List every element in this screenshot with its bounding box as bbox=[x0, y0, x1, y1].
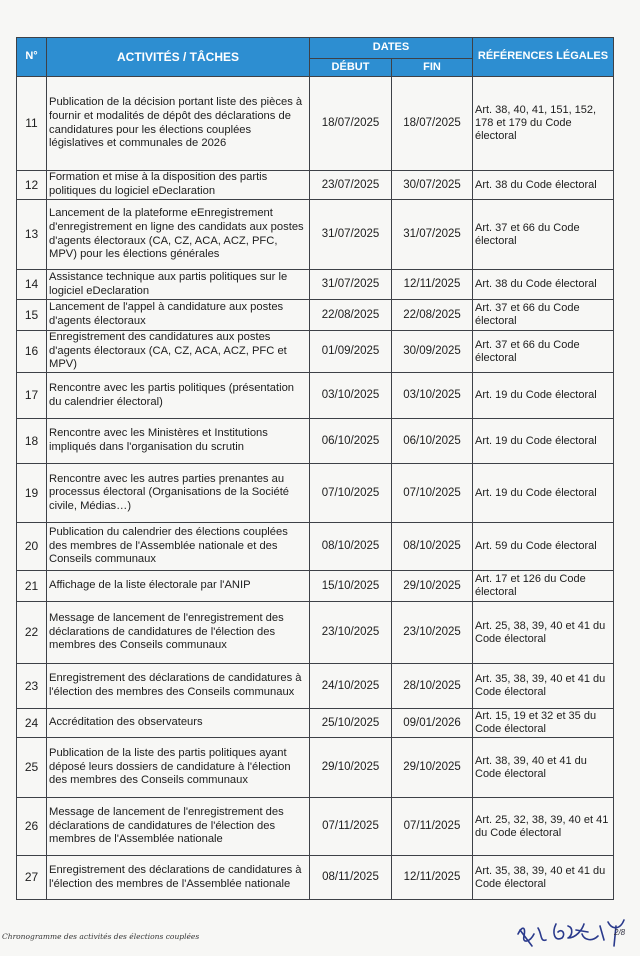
row-start-date: 06/10/2025 bbox=[310, 419, 392, 464]
table-row bbox=[17, 373, 614, 419]
row-end-date: 30/07/2025 bbox=[392, 171, 473, 200]
row-end-date: 07/11/2025 bbox=[392, 798, 473, 856]
row-legal-reference: Art. 38, 39, 40 et 41 du Code électoral bbox=[473, 738, 614, 798]
row-end-date: 31/07/2025 bbox=[392, 200, 473, 270]
row-legal-reference: Art. 37 et 66 du Code électoral bbox=[473, 200, 614, 270]
header-end-date: FIN bbox=[392, 59, 473, 77]
header-dates: DATES bbox=[310, 38, 473, 59]
row-activity: Rencontre avec les partis politiques (présentation du calendrier électoral) bbox=[47, 373, 310, 419]
row-end-date: 22/08/2025 bbox=[392, 300, 473, 331]
row-number: 17 bbox=[17, 373, 47, 419]
row-start-date: 07/10/2025 bbox=[310, 464, 392, 523]
table-row bbox=[17, 171, 614, 200]
row-legal-reference: Art. 25, 38, 39, 40 et 41 du Code électoral bbox=[473, 602, 614, 664]
header-start-date: DÉBUT bbox=[310, 59, 392, 77]
row-legal-reference: Art. 19 du Code électoral bbox=[473, 373, 614, 419]
page-number: 2/8 bbox=[614, 928, 626, 937]
row-number: 14 bbox=[17, 270, 47, 300]
row-start-date: 18/07/2025 bbox=[310, 77, 392, 171]
table-header bbox=[17, 38, 614, 77]
row-number: 23 bbox=[17, 664, 47, 709]
table-row bbox=[17, 464, 614, 523]
row-end-date: 12/11/2025 bbox=[392, 270, 473, 300]
row-start-date: 23/07/2025 bbox=[310, 171, 392, 200]
table-row bbox=[17, 523, 614, 571]
row-activity: Rencontre avec les autres parties prenantes au processus électoral (Organisations de la Société civile, Médias…) bbox=[47, 464, 310, 523]
row-legal-reference: Art. 15, 19 et 32 et 35 du Code électoral bbox=[473, 709, 614, 738]
table-body bbox=[17, 77, 614, 900]
row-start-date: 15/10/2025 bbox=[310, 571, 392, 602]
row-legal-reference: Art. 17 et 126 du Code électoral bbox=[473, 571, 614, 602]
row-end-date: 28/10/2025 bbox=[392, 664, 473, 709]
row-activity: Formation et mise à la disposition des partis politiques du logiciel eDeclaration bbox=[47, 171, 310, 200]
row-activity: Publication du calendrier des élections couplées des membres de l'Assemblée nationale et des Conseils communaux bbox=[47, 523, 310, 571]
row-number: 12 bbox=[17, 171, 47, 200]
row-legal-reference: Art. 25, 32, 38, 39, 40 et 41 du Code électoral bbox=[473, 798, 614, 856]
row-end-date: 18/07/2025 bbox=[392, 77, 473, 171]
row-start-date: 31/07/2025 bbox=[310, 270, 392, 300]
row-legal-reference: Art. 59 du Code électoral bbox=[473, 523, 614, 571]
row-activity: Enregistrement des candidatures aux postes d'agents électoraux (CA, CZ, ACA, ACZ, PFC et MPV) bbox=[47, 331, 310, 373]
table-row bbox=[17, 709, 614, 738]
row-number: 15 bbox=[17, 300, 47, 331]
table-row bbox=[17, 738, 614, 798]
row-end-date: 03/10/2025 bbox=[392, 373, 473, 419]
electoral-schedule-table bbox=[16, 37, 614, 900]
row-number: 13 bbox=[17, 200, 47, 270]
row-activity: Lancement de la plateforme eEnregistrement d'enregistrement en ligne des candidats aux postes d'agents électoraux (CA, CZ, ACA, ACZ, PFC, MPV) pour les élections générales bbox=[47, 200, 310, 270]
table-row bbox=[17, 571, 614, 602]
row-activity: Message de lancement de l'enregistrement des déclarations de candidatures de l'élection des membres de l'Assemblée nationale bbox=[47, 798, 310, 856]
table-row bbox=[17, 331, 614, 373]
row-number: 19 bbox=[17, 464, 47, 523]
row-activity: Rencontre avec les Ministères et Institutions impliqués dans l'organisation du scrutin bbox=[47, 419, 310, 464]
row-number: 25 bbox=[17, 738, 47, 798]
row-start-date: 29/10/2025 bbox=[310, 738, 392, 798]
row-end-date: 29/10/2025 bbox=[392, 738, 473, 798]
row-number: 22 bbox=[17, 602, 47, 664]
row-start-date: 24/10/2025 bbox=[310, 664, 392, 709]
row-activity: Message de lancement de l'enregistrement des déclarations de candidatures de l'élection des membres des Conseils communaux bbox=[47, 602, 310, 664]
row-activity: Affichage de la liste électorale par l'ANIP bbox=[47, 571, 310, 602]
row-activity: Enregistrement des déclarations de candidatures à l'élection des membres des Conseils communaux bbox=[47, 664, 310, 709]
table-row bbox=[17, 419, 614, 464]
header-activities: ACTIVITÉS / TÂCHES bbox=[47, 38, 310, 77]
table-row bbox=[17, 300, 614, 331]
header-legal-references: RÉFÉRENCES LÉGALES bbox=[473, 38, 614, 77]
row-legal-reference: Art. 37 et 66 du Code électoral bbox=[473, 300, 614, 331]
table-row bbox=[17, 270, 614, 300]
row-legal-reference: Art. 38 du Code électoral bbox=[473, 171, 614, 200]
row-start-date: 01/09/2025 bbox=[310, 331, 392, 373]
row-legal-reference: Art. 38, 40, 41, 151, 152, 178 et 179 du Code électoral bbox=[473, 77, 614, 171]
row-end-date: 29/10/2025 bbox=[392, 571, 473, 602]
row-end-date: 07/10/2025 bbox=[392, 464, 473, 523]
row-legal-reference: Art. 38 du Code électoral bbox=[473, 270, 614, 300]
row-start-date: 22/08/2025 bbox=[310, 300, 392, 331]
row-end-date: 08/10/2025 bbox=[392, 523, 473, 571]
row-end-date: 09/01/2026 bbox=[392, 709, 473, 738]
row-end-date: 23/10/2025 bbox=[392, 602, 473, 664]
row-start-date: 08/11/2025 bbox=[310, 856, 392, 900]
row-activity: Enregistrement des déclarations de candidatures à l'élection des membres de l'Assemblée nationale bbox=[47, 856, 310, 900]
row-legal-reference: Art. 35, 38, 39, 40 et 41 du Code électoral bbox=[473, 856, 614, 900]
row-activity: Publication de la liste des partis politiques ayant déposé leurs dossiers de candidature à l'élection des membres des Conseils communaux bbox=[47, 738, 310, 798]
row-activity: Accréditation des observateurs bbox=[47, 709, 310, 738]
row-number: 11 bbox=[17, 77, 47, 171]
row-number: 20 bbox=[17, 523, 47, 571]
row-number: 16 bbox=[17, 331, 47, 373]
row-activity: Lancement de l'appel à candidature aux postes d'agents électoraux bbox=[47, 300, 310, 331]
row-legal-reference: Art. 19 du Code électoral bbox=[473, 464, 614, 523]
row-end-date: 06/10/2025 bbox=[392, 419, 473, 464]
row-activity: Publication de la décision portant liste des pièces à fournir et modalités de dépôt des déclarations de candidatures pour les élections couplées législatives et communales de 2026 bbox=[47, 77, 310, 171]
table-row bbox=[17, 856, 614, 900]
table-row bbox=[17, 602, 614, 664]
row-legal-reference: Art. 35, 38, 39, 40 et 41 du Code électoral bbox=[473, 664, 614, 709]
row-number: 21 bbox=[17, 571, 47, 602]
table-row bbox=[17, 200, 614, 270]
row-start-date: 07/11/2025 bbox=[310, 798, 392, 856]
row-number: 26 bbox=[17, 798, 47, 856]
table-row bbox=[17, 77, 614, 171]
row-number: 18 bbox=[17, 419, 47, 464]
row-end-date: 12/11/2025 bbox=[392, 856, 473, 900]
row-start-date: 08/10/2025 bbox=[310, 523, 392, 571]
table-row bbox=[17, 798, 614, 856]
row-legal-reference: Art. 37 et 66 du Code électoral bbox=[473, 331, 614, 373]
header-number: N° bbox=[17, 38, 47, 77]
row-number: 24 bbox=[17, 709, 47, 738]
footer-caption: Chronogramme des activités des élections couplées bbox=[2, 932, 200, 941]
row-end-date: 30/09/2025 bbox=[392, 331, 473, 373]
row-start-date: 31/07/2025 bbox=[310, 200, 392, 270]
row-start-date: 25/10/2025 bbox=[310, 709, 392, 738]
row-legal-reference: Art. 19 du Code électoral bbox=[473, 419, 614, 464]
table-row bbox=[17, 664, 614, 709]
row-activity: Assistance technique aux partis politiques sur le logiciel eDeclaration bbox=[47, 270, 310, 300]
row-number: 27 bbox=[17, 856, 47, 900]
row-start-date: 23/10/2025 bbox=[310, 602, 392, 664]
row-start-date: 03/10/2025 bbox=[310, 373, 392, 419]
